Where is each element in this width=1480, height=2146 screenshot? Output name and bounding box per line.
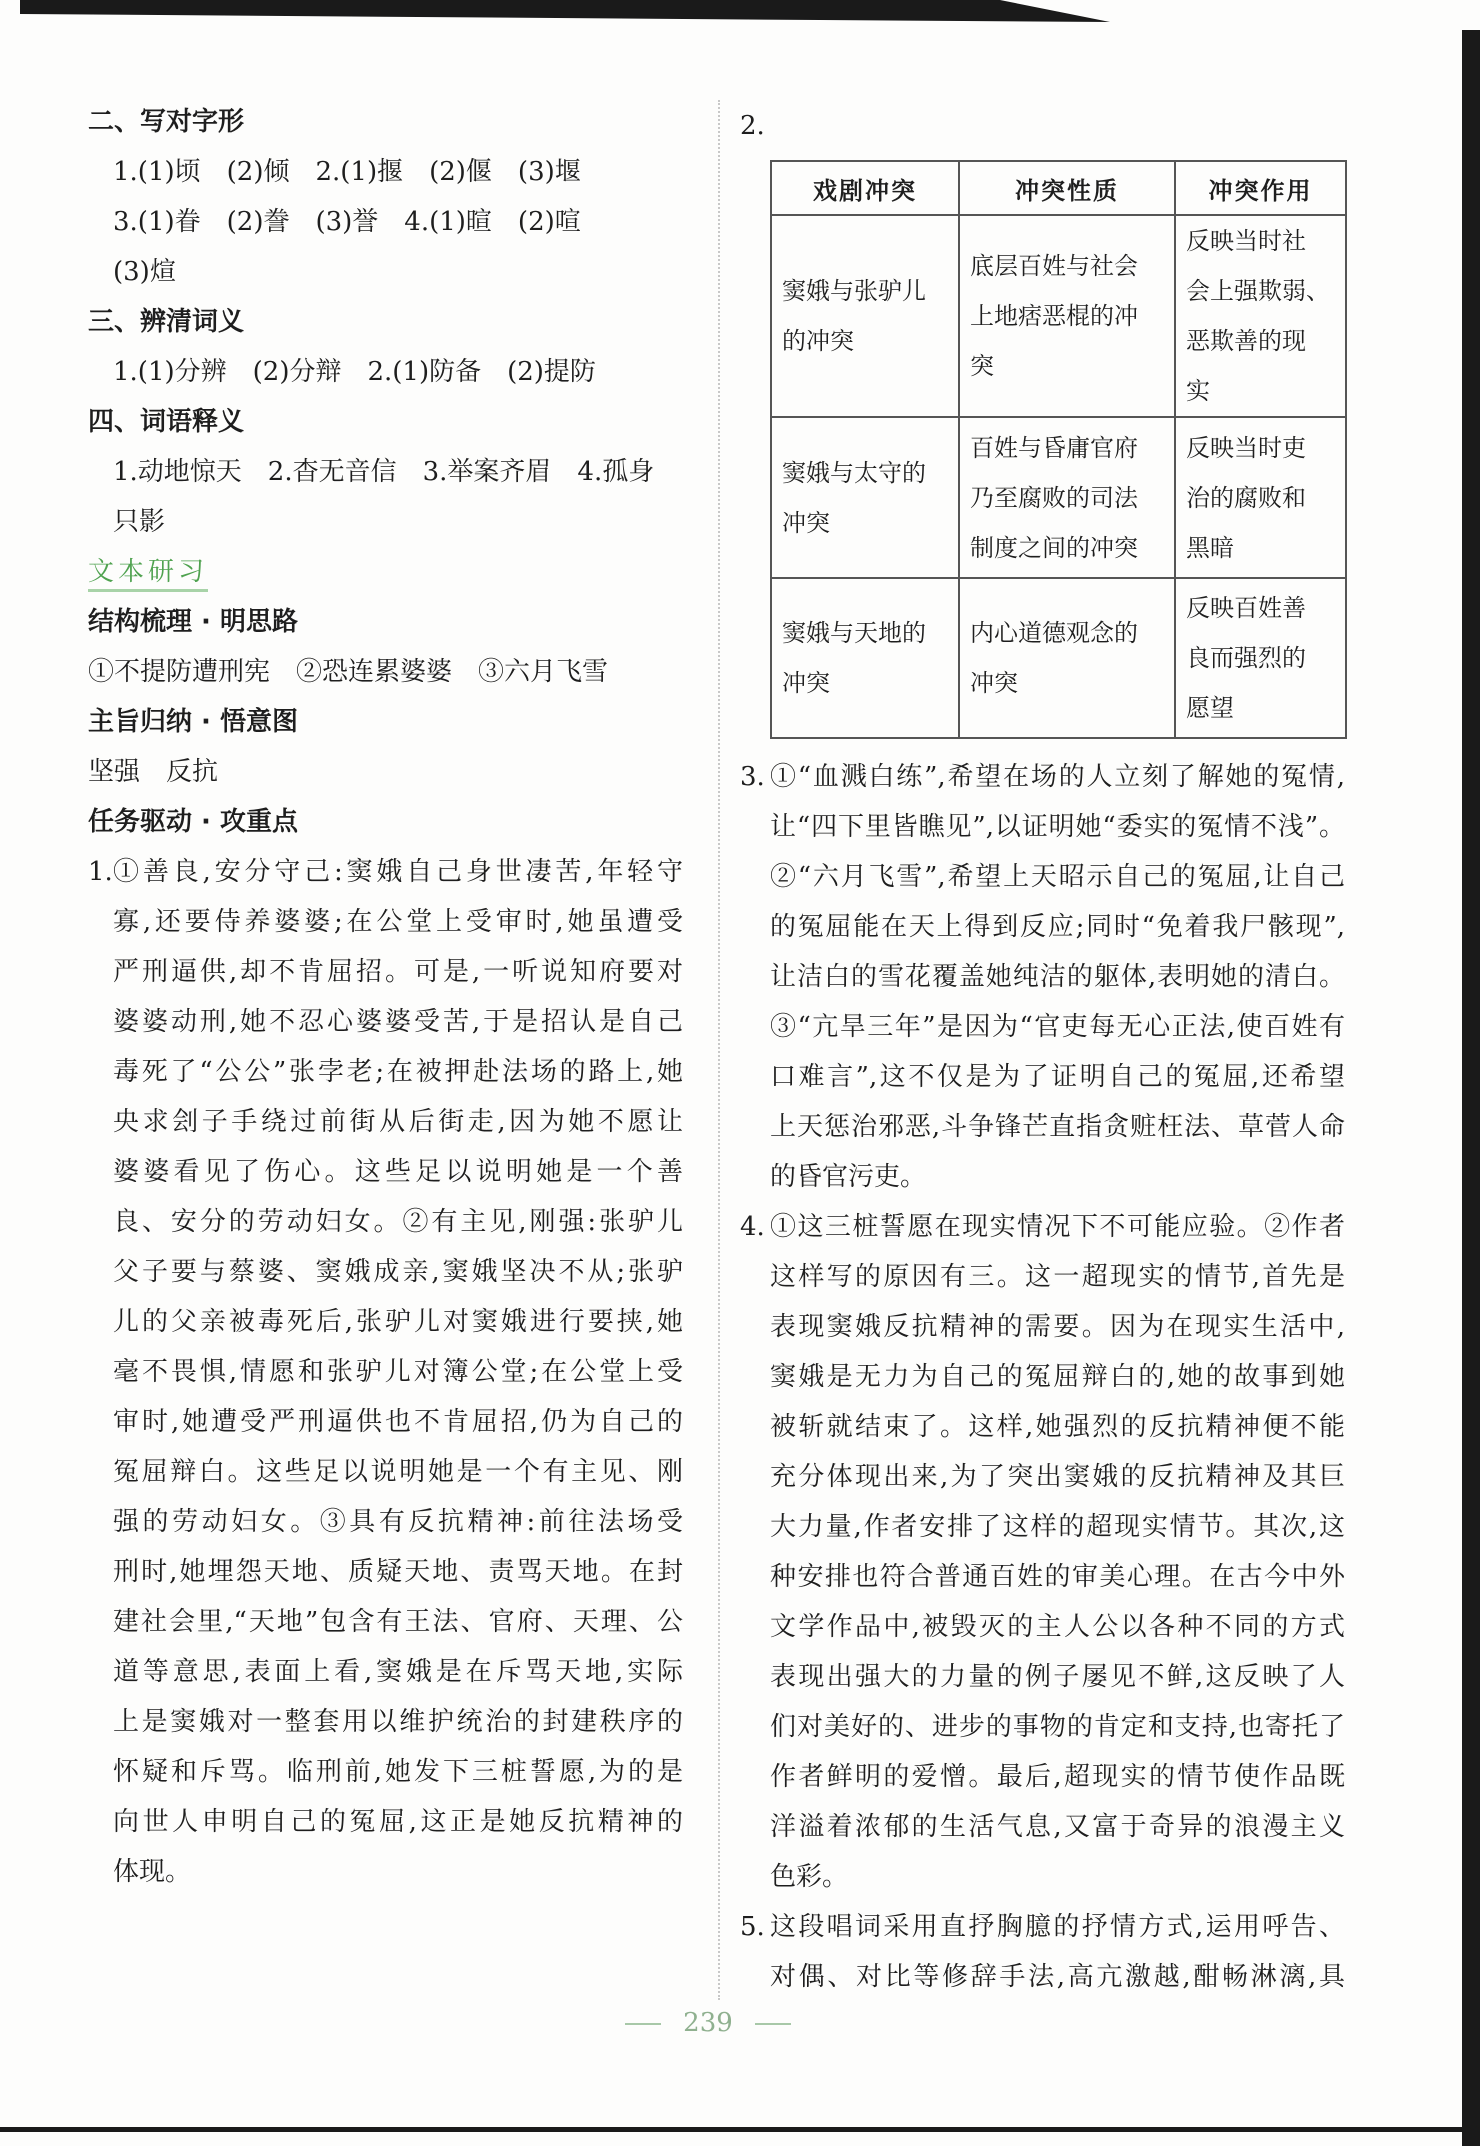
section-heading	[88, 697, 683, 747]
cell-line	[970, 473, 1164, 523]
section-heading-text: 结构梳理 · 明思路	[88, 607, 298, 637]
text-line	[88, 147, 683, 197]
item-number: 5.	[740, 1912, 765, 1942]
cell-line-text: 乃至腐败的司法	[970, 483, 1138, 512]
cell-line	[970, 241, 1164, 291]
line-text: 父子要与蔡婆、窦娥成亲,窦娥坚决不从;张驴	[113, 1257, 683, 1287]
line-text: 怀疑和斥骂。临刑前,她发下三桩誓愿,为的是	[113, 1757, 683, 1787]
text-line	[88, 247, 683, 297]
text-line	[740, 1852, 1345, 1902]
cell-line	[1186, 423, 1335, 473]
line-text: 毫不畏惧,情愿和张驴儿对簿公堂;在公堂上受	[113, 1357, 683, 1387]
line-text: ②“六月飞雪”,希望上天昭示自己的冤屈,让自己	[770, 862, 1345, 892]
section-heading	[88, 397, 683, 447]
scan-edge-bottom	[0, 2127, 1480, 2132]
table-header-cell	[771, 161, 959, 215]
line-text: 婆婆看见了伤心。这些足以说明她是一个善	[113, 1157, 683, 1187]
text-line	[88, 197, 683, 247]
text-line	[88, 1497, 683, 1547]
line-text: 审时,她遭受严刑逼供也不肯屈招,仍为自己的	[113, 1407, 683, 1437]
text-line	[88, 1097, 683, 1147]
text-line	[740, 1702, 1345, 1752]
line-text: 道等意思,表面上看,窦娥是在斥骂天地,实际	[113, 1657, 683, 1687]
cell-line-text: 窦娥与张驴儿	[782, 277, 926, 305]
section-heading-text: 任务驱动 · 攻重点	[88, 807, 298, 837]
line-text: 央求刽子手绕过前街从后街走,因为她不愿让	[113, 1107, 683, 1137]
section-banner-text: 文本研习	[88, 557, 208, 592]
line-text: 坚强 反抗	[88, 757, 219, 787]
line-text: 被斩就结束了。这样,她强烈的反抗精神便不能	[770, 1412, 1345, 1442]
line-text: 建社会里,“天地”包含有王法、官府、天理、公	[113, 1607, 683, 1637]
line-text: 3.(1)眷 (2)誊 (3)誉 4.(1)暄 (2)喧	[113, 207, 581, 237]
line-text: 只影	[113, 507, 166, 537]
cell-line-text: 内心道德观念的	[970, 619, 1138, 647]
page-footer	[0, 2008, 1416, 2038]
text-line	[88, 447, 683, 497]
table-header-text: 冲突作用	[1208, 176, 1313, 205]
item-number: 4.	[740, 1212, 765, 1242]
cell-line	[970, 291, 1164, 341]
line-text: 的昏官污吏。	[770, 1162, 927, 1192]
text-line	[740, 1102, 1345, 1152]
text-line	[740, 1302, 1345, 1352]
section-heading-text: 二、写对字形	[88, 107, 245, 137]
cell-line-text: 制度之间的冲突	[970, 533, 1138, 562]
line-text: 1.动地惊天 2.杳无音信 3.举案齐眉 4.孤身	[113, 457, 655, 487]
line-text: ①“血溅白练”,希望在场的人立刻了解她的冤情,	[770, 762, 1345, 792]
answer-block	[740, 752, 1345, 1202]
cell-line	[1186, 633, 1335, 683]
table-cell	[959, 417, 1175, 578]
text-line	[88, 1647, 683, 1697]
cell-line	[970, 658, 1164, 708]
answer-block	[88, 747, 683, 797]
line-text: ③“亢旱三年”是因为“官吏每无心正法,使百姓有	[770, 1012, 1345, 1042]
section-banner	[88, 547, 683, 597]
line-text: 让“四下里皆瞧见”,以证明她“委实的冤情不浅”。	[770, 812, 1345, 842]
text-line	[88, 947, 683, 997]
section-heading	[88, 297, 683, 347]
line-text: 种安排也符合普通百姓的审美心理。在古今中外	[770, 1562, 1345, 1592]
text-line	[740, 1402, 1345, 1452]
text-line	[740, 1952, 1345, 2002]
text-line	[88, 747, 683, 797]
cell-line	[1186, 683, 1335, 733]
cell-line	[782, 316, 948, 366]
table-cell	[771, 417, 959, 578]
line-text: 毒死了“公公”张孛老;在被押赴法场的路上,她	[113, 1057, 683, 1087]
cell-line	[782, 448, 948, 498]
text-line	[88, 997, 683, 1047]
section-heading-text: 三、辨清词义	[88, 307, 245, 337]
line-text: 刑时,她埋怨天地、质疑天地、责骂天地。在封	[113, 1557, 683, 1587]
line-text: 这段唱词采用直抒胸臆的抒情方式,运用呼告、	[770, 1912, 1345, 1942]
section-heading	[88, 97, 683, 147]
line-text: 作者鲜明的爱憎。最后,超现实的情节使作品既	[770, 1762, 1345, 1792]
cell-line-text: 愿望	[1186, 694, 1234, 722]
line-text: 体现。	[113, 1857, 192, 1887]
line-text: 表现出强大的力量的例子屡见不鲜,这反映了人	[770, 1662, 1345, 1692]
text-line	[740, 1802, 1345, 1852]
text-line	[740, 1902, 1345, 1952]
text-line	[88, 1847, 683, 1897]
table-cell	[771, 215, 959, 417]
table-header-cell	[1175, 161, 1346, 215]
text-line	[88, 1047, 683, 1097]
cell-line-text: 反映当时社	[1186, 227, 1306, 255]
cell-line-text: 窦娥与天地的	[782, 619, 926, 647]
line-text: 洋溢着浓郁的生活气息,又富于奇异的浪漫主义	[770, 1812, 1345, 1842]
footer-dash	[755, 2023, 791, 2025]
line-text: 窦娥是无力为自己的冤屈辩白的,她的故事到她	[770, 1362, 1345, 1392]
cell-line	[1186, 473, 1335, 523]
text-line	[740, 1652, 1345, 1702]
cell-line-text: 百姓与昏庸官府	[970, 433, 1138, 462]
cell-line-text: 良而强烈的	[1186, 644, 1306, 672]
answer-block	[88, 647, 683, 697]
text-line	[88, 1397, 683, 1447]
text-line	[740, 1002, 1345, 1052]
text-line	[88, 1297, 683, 1347]
item-number: 2.	[740, 111, 765, 141]
line-text: 充分体现出来,为了突出窦娥的反抗精神及其巨	[770, 1462, 1345, 1492]
cell-line	[970, 523, 1164, 573]
text-line	[88, 1797, 683, 1847]
cell-line-text: 窦娥与太守的	[782, 458, 926, 487]
text-line	[740, 1252, 1345, 1302]
text-line	[740, 902, 1345, 952]
table-cell	[1175, 578, 1346, 738]
cell-line	[782, 266, 948, 316]
answer-block	[88, 447, 683, 547]
text-line	[88, 1547, 683, 1597]
text-line	[88, 1247, 683, 1297]
table-cell	[959, 578, 1175, 738]
cell-line	[1186, 316, 1335, 366]
line-text: 们对美好的、进步的事物的肯定和支持,也寄托了	[770, 1712, 1345, 1742]
table-header-cell	[959, 161, 1175, 215]
cell-line	[782, 498, 948, 548]
text-line	[740, 1052, 1345, 1102]
text-line	[88, 347, 683, 397]
text-line	[740, 1152, 1345, 1202]
cell-line-text: 突	[970, 352, 994, 380]
text-line	[88, 497, 683, 547]
cell-line-text: 冲突	[782, 669, 830, 697]
cell-line-text: 恶欺善的现	[1186, 327, 1306, 355]
line-text: ①善良,安分守己:窦娥自己身世凄苦,年轻守	[113, 857, 683, 887]
cell-line-text: 冲突	[970, 669, 1018, 697]
text-line	[740, 1552, 1345, 1602]
text-line	[740, 1352, 1345, 1402]
table-header-row	[771, 161, 1346, 215]
answer-block	[88, 847, 683, 1897]
cell-line-text: 实	[1186, 377, 1210, 405]
line-text: 强的劳动妇女。③具有反抗精神:前往法场受	[113, 1507, 683, 1537]
text-line	[88, 1197, 683, 1247]
line-text: 文学作品中,被毁灭的主人公以各种不同的方式	[770, 1612, 1345, 1642]
text-line	[88, 847, 683, 897]
text-line	[740, 1602, 1345, 1652]
line-text: 1.(1)分辨 (2)分辩 2.(1)防备 (2)提防	[113, 357, 596, 387]
table-header-text: 戏剧冲突	[813, 176, 917, 205]
cell-line	[970, 608, 1164, 658]
cell-line-text: 的冲突	[782, 327, 854, 355]
line-text: 对偶、对比等修辞手法,高亢激越,酣畅淋漓,具	[770, 1962, 1345, 1992]
line-text: 婆婆动刑,她不忍心婆婆受苦,于是招认是自己	[113, 1007, 683, 1037]
line-text: 色彩。	[770, 1862, 849, 1892]
cell-line-text: 治的腐败和	[1186, 483, 1306, 512]
text-line	[88, 1147, 683, 1197]
line-text: 1.(1)顷 (2)倾 2.(1)揠 (2)偃 (3)堰	[113, 157, 581, 187]
table-cell	[959, 215, 1175, 417]
line-text: 寡,还要侍养婆婆;在公堂上受审时,她虽遭受	[113, 907, 683, 937]
line-text: 表现窦娥反抗精神的需要。因为在现实生活中,	[770, 1312, 1345, 1342]
line-text: (3)煊	[113, 257, 176, 287]
cell-line-text: 底层百姓与社会	[970, 252, 1138, 280]
line-text: 上天惩治邪恶,斗争锋芒直指贪赃枉法、草菅人命	[770, 1112, 1345, 1142]
column-divider	[718, 100, 720, 2000]
cell-line-text: 反映当时吏	[1186, 433, 1306, 462]
cell-line	[1186, 366, 1335, 416]
text-line	[740, 1452, 1345, 1502]
text-line	[88, 1597, 683, 1647]
line-text: 严刑逼供,却不肯屈招。可是,一听说知府要对	[113, 957, 683, 987]
line-text: 冤屈辩白。这些足以说明她是一个有主见、刚	[113, 1457, 683, 1487]
item-number: 1.	[88, 857, 113, 887]
line-text: 让洁白的雪花覆盖她纯洁的躯体,表明她的清白。	[770, 962, 1345, 992]
text-line	[740, 952, 1345, 1002]
section-heading	[88, 597, 683, 647]
footer-dash	[625, 2023, 661, 2025]
table-cell	[771, 578, 959, 738]
line-text: 儿的父亲被毒死后,张驴儿对窦娥进行要挟,她	[113, 1307, 683, 1337]
table-cell	[1175, 417, 1346, 578]
scan-edge-top	[0, 0, 1480, 40]
left-column	[88, 97, 683, 1897]
section-heading-text: 主旨归纳 · 悟意图	[88, 707, 298, 737]
right-column	[740, 101, 1345, 2002]
text-line	[88, 1697, 683, 1747]
answer-list	[740, 752, 1345, 2002]
cell-line	[782, 658, 948, 708]
answer-block	[88, 147, 683, 297]
text-line	[88, 1747, 683, 1797]
text-line	[740, 1752, 1345, 1802]
answer-block	[740, 1202, 1345, 1902]
line-text: ①不提防遭刑宪 ②恐连累婆婆 ③六月飞雪	[88, 657, 609, 687]
text-line	[88, 1447, 683, 1497]
table-row	[771, 215, 1346, 417]
cell-line	[1186, 266, 1335, 316]
text-line	[740, 1202, 1345, 1252]
cell-line	[970, 341, 1164, 391]
section-heading-text: 四、词语释义	[88, 407, 245, 437]
cell-line	[1186, 216, 1335, 266]
text-line	[740, 802, 1345, 852]
text-line	[740, 1502, 1345, 1552]
line-text: 的冤屈能在天上得到反应;同时“免着我尸骸现”,	[770, 912, 1345, 942]
text-line	[88, 647, 683, 697]
line-text: 口难言”,这不仅是为了证明自己的冤屈,还希望	[770, 1062, 1345, 1092]
line-text: 这样写的原因有三。这一超现实的情节,首先是	[770, 1262, 1345, 1292]
page-number: 239	[683, 2008, 733, 2038]
text-line	[88, 897, 683, 947]
line-text: ①这三桩誓愿在现实情况下不可能应验。②作者	[770, 1212, 1345, 1242]
text-line	[88, 1347, 683, 1397]
table-cell	[1175, 215, 1346, 417]
cell-line-text: 反映百姓善	[1186, 594, 1306, 622]
cell-line-text: 黑暗	[1186, 533, 1234, 562]
scan-edge-right	[1462, 30, 1480, 2146]
cell-line	[1186, 523, 1335, 573]
drama-conflict-table	[770, 160, 1347, 739]
line-text: 上是窦娥对一整套用以维护统治的封建秩序的	[113, 1707, 683, 1737]
cell-line	[1186, 583, 1335, 633]
text-line	[740, 852, 1345, 902]
table-row	[771, 578, 1346, 738]
cell-line	[970, 423, 1164, 473]
item-number: 3.	[740, 762, 765, 792]
cell-line-text: 会上强欺弱、	[1186, 277, 1330, 305]
cell-line	[782, 608, 948, 658]
cell-line-text: 冲突	[782, 508, 830, 537]
line-text: 大力量,作者安排了这样的超现实情节。其次,这	[770, 1512, 1345, 1542]
table-header-text: 冲突性质	[1015, 176, 1119, 205]
section-heading	[88, 797, 683, 847]
cell-line-text: 上地痞恶棍的冲	[970, 302, 1138, 330]
answer-block	[88, 347, 683, 397]
table-row	[771, 417, 1346, 578]
answer-block	[740, 1902, 1345, 2002]
text-line	[740, 752, 1345, 802]
line-text: 良、安分的劳动妇女。②有主见,刚强:张驴儿	[113, 1207, 683, 1237]
line-text: 向世人申明自己的冤屈,这正是她反抗精神的	[113, 1807, 683, 1837]
